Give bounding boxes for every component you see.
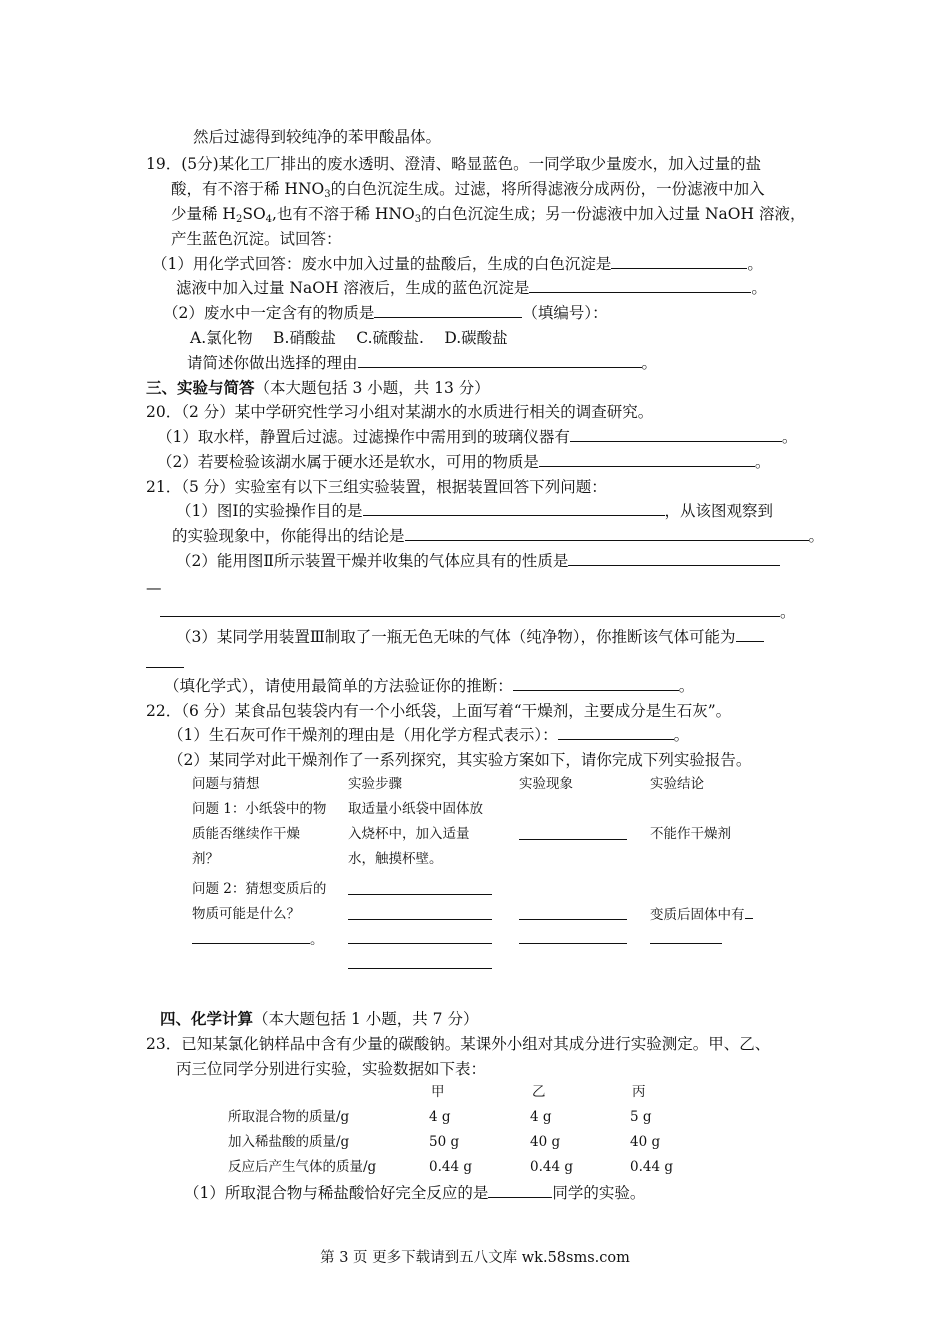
q21-part-2-cont: — — [146, 579, 162, 597]
table-cell: 40 g — [630, 1134, 661, 1150]
answer-blank[interactable] — [146, 667, 184, 668]
table-cell: 不能作干燥剂 — [650, 826, 731, 842]
table-cell: 入烧杯中，加入适量 — [348, 826, 470, 842]
page-footer: 第 3 页 更多下载请到五八文库 wk.58sms.com — [320, 1250, 630, 1266]
answer-blank[interactable] — [611, 254, 747, 269]
q19-part-2: （2）废水中一定含有的物质是 （填编号）： — [163, 304, 608, 322]
answer-blank[interactable] — [192, 930, 310, 944]
table-cell: 4 g — [530, 1109, 552, 1125]
table-cell: 问题 2：猜想变质后的 — [192, 881, 327, 897]
answer-blank[interactable] — [513, 676, 679, 691]
table-cell: 。 — [192, 930, 324, 949]
answer-blank[interactable] — [745, 905, 753, 919]
table-header: 实验现象 — [519, 776, 573, 792]
table-cell: 物质可能是什么？ — [192, 906, 300, 922]
answer-blank[interactable] — [519, 943, 627, 944]
column-header: 丙 — [632, 1084, 646, 1100]
row-label: 所取混合物的质量/g — [228, 1109, 350, 1125]
table-cell: 40 g — [530, 1134, 561, 1150]
table-header: 实验步骤 — [348, 776, 402, 792]
answer-blank[interactable] — [348, 968, 492, 969]
q21-line-1: 21．（5 分）实验室有以下三组实验装置，根据装置回答下列问题： — [146, 478, 607, 496]
answer-blank[interactable] — [348, 894, 492, 895]
table-cell: 取适量小纸袋中固体放 — [348, 801, 483, 817]
q21-part-1b: 的实验现象中，你能得出的结论是 。 — [172, 527, 825, 545]
q19-line-1: 19．(5分)某化工厂排出的废水透明、澄清、略显蓝色。一同学取少量废水，加入过量的盐 — [146, 155, 762, 173]
answer-blank[interactable] — [405, 526, 809, 541]
row-label: 反应后产生气体的质量/g — [228, 1159, 377, 1175]
table-cell: 0.44 g — [530, 1159, 573, 1175]
q19-options: A.氯化物 B.硝酸盐 C.硫酸盐. D.碳酸盐 — [190, 329, 508, 347]
answer-blank[interactable] — [736, 627, 764, 642]
q23-line-2: 丙三位同学分别进行实验，实验数据如下表： — [176, 1060, 487, 1078]
section-4-heading: 四、化学计算（本大题包括 1 小题，共 7 分） — [160, 1009, 479, 1028]
q19-reason: 请简述你做出选择的理由 。 — [187, 354, 658, 372]
section-3-heading: 三、实验与简答（本大题包括 3 小题，共 13 分） — [146, 378, 490, 397]
q21-part-3b: （填化学式），请使用最简单的方法验证你的推断： 。 — [164, 677, 695, 695]
answer-blank[interactable] — [568, 551, 780, 566]
q22-part-2: （2）某同学对此干燥剂作了一系列探究，其实验方案如下，请你完成下列实验报告。 — [168, 751, 752, 769]
column-header: 甲 — [431, 1084, 445, 1100]
answer-blank[interactable] — [348, 919, 492, 920]
q21-part-3: （3）某同学用装置Ⅲ制取了一瓶无色无味的气体（纯净物），你推断该气体可能为 — [176, 627, 764, 647]
q20-part-1: （1）取水样，静置后过滤。过滤操作中需用到的玻璃仪器有 。 — [157, 428, 798, 446]
answer-blank[interactable] — [519, 919, 627, 920]
table-cell: 4 g — [429, 1109, 451, 1125]
answer-blank[interactable] — [529, 278, 751, 293]
answer-blank[interactable] — [374, 303, 522, 318]
table-header: 问题与猜想 — [192, 776, 260, 792]
table-cell: 质能否继续作干燥 — [192, 826, 300, 842]
q19-line-3: 少量稀 $H_2SO_4$,也有不溶于稀 $HNO_3$的白色沉淀生成；另一份滤液中加入过量 NaOH 溶液， — [171, 205, 806, 225]
q18-tail: 然后过滤得到较纯净的苯甲酸晶体。 — [193, 128, 442, 146]
q22-line-1: 22．（6 分）某食品包装袋内有一个小纸袋，上面写着“干燥剂，主要成分是生石灰”。 — [146, 702, 732, 720]
answer-blank[interactable] — [570, 427, 782, 442]
answer-blank[interactable] — [519, 839, 627, 840]
table-header: 实验结论 — [650, 776, 704, 792]
q19-line-2: 酸，有不溶于稀 $HNO_3$的白色沉淀生成。过滤，将所得滤液分成两份，一份滤液中加入 — [171, 180, 765, 200]
answer-blank[interactable] — [160, 602, 780, 617]
q21-part-2-line: 。 — [160, 602, 796, 622]
column-header: 乙 — [532, 1084, 546, 1100]
table-cell: 0.44 g — [429, 1159, 472, 1175]
table-cell: 50 g — [429, 1134, 460, 1150]
q21-part-1a: （1）图Ⅰ的实验操作目的是 ，从该图观察到 — [176, 502, 774, 520]
q19-part-1b: 滤液中加入过量 NaOH 溶液后，生成的蓝色沉淀是 。 — [176, 279, 767, 297]
table-cell: 5 g — [630, 1109, 652, 1125]
answer-blank[interactable] — [539, 452, 755, 467]
q19-part-1a: （1）用化学式回答：废水中加入过量的盐酸后，生成的白色沉淀是 。 — [152, 255, 763, 273]
q21-part-2: （2）能用图Ⅱ所示装置干燥并收集的气体应具有的性质是 — [176, 551, 780, 571]
answer-blank[interactable] — [363, 501, 665, 516]
q20-line-1: 20．（2 分）某中学研究性学习小组对某湖水的水质进行相关的调查研究。 — [146, 403, 654, 421]
table-cell: 水，触摸杯壁。 — [348, 851, 443, 867]
q23-line-1: 23．已知某氯化钠样品中含有少量的碳酸钠。某课外小组对其成分进行实验测定。甲、乙、 — [146, 1035, 771, 1053]
answer-blank[interactable] — [488, 1183, 552, 1198]
row-label: 加入稀盐酸的质量/g — [228, 1134, 350, 1150]
q23-part-1: （1）所取混合物与稀盐酸恰好完全反应的是 同学的实验。 — [184, 1184, 646, 1202]
table-cell: 剂？ — [192, 851, 219, 867]
table-cell: 0.44 g — [630, 1159, 673, 1175]
table-cell: 变质后固体中有 — [650, 905, 753, 924]
q22-part-1: （1）生石灰可作干燥剂的理由是（用化学方程式表示）： 。 — [168, 726, 690, 744]
answer-blank[interactable] — [558, 725, 674, 740]
table-cell: 问题 1：小纸袋中的物 — [192, 801, 327, 817]
answer-blank[interactable] — [650, 943, 722, 944]
answer-blank[interactable] — [348, 943, 492, 944]
answer-blank[interactable] — [358, 353, 642, 368]
q19-line-4: 产生蓝色沉淀。试回答： — [171, 230, 342, 248]
q20-part-2: （2）若要检验该湖水属于硬水还是软水，可用的物质是 。 — [157, 453, 771, 471]
